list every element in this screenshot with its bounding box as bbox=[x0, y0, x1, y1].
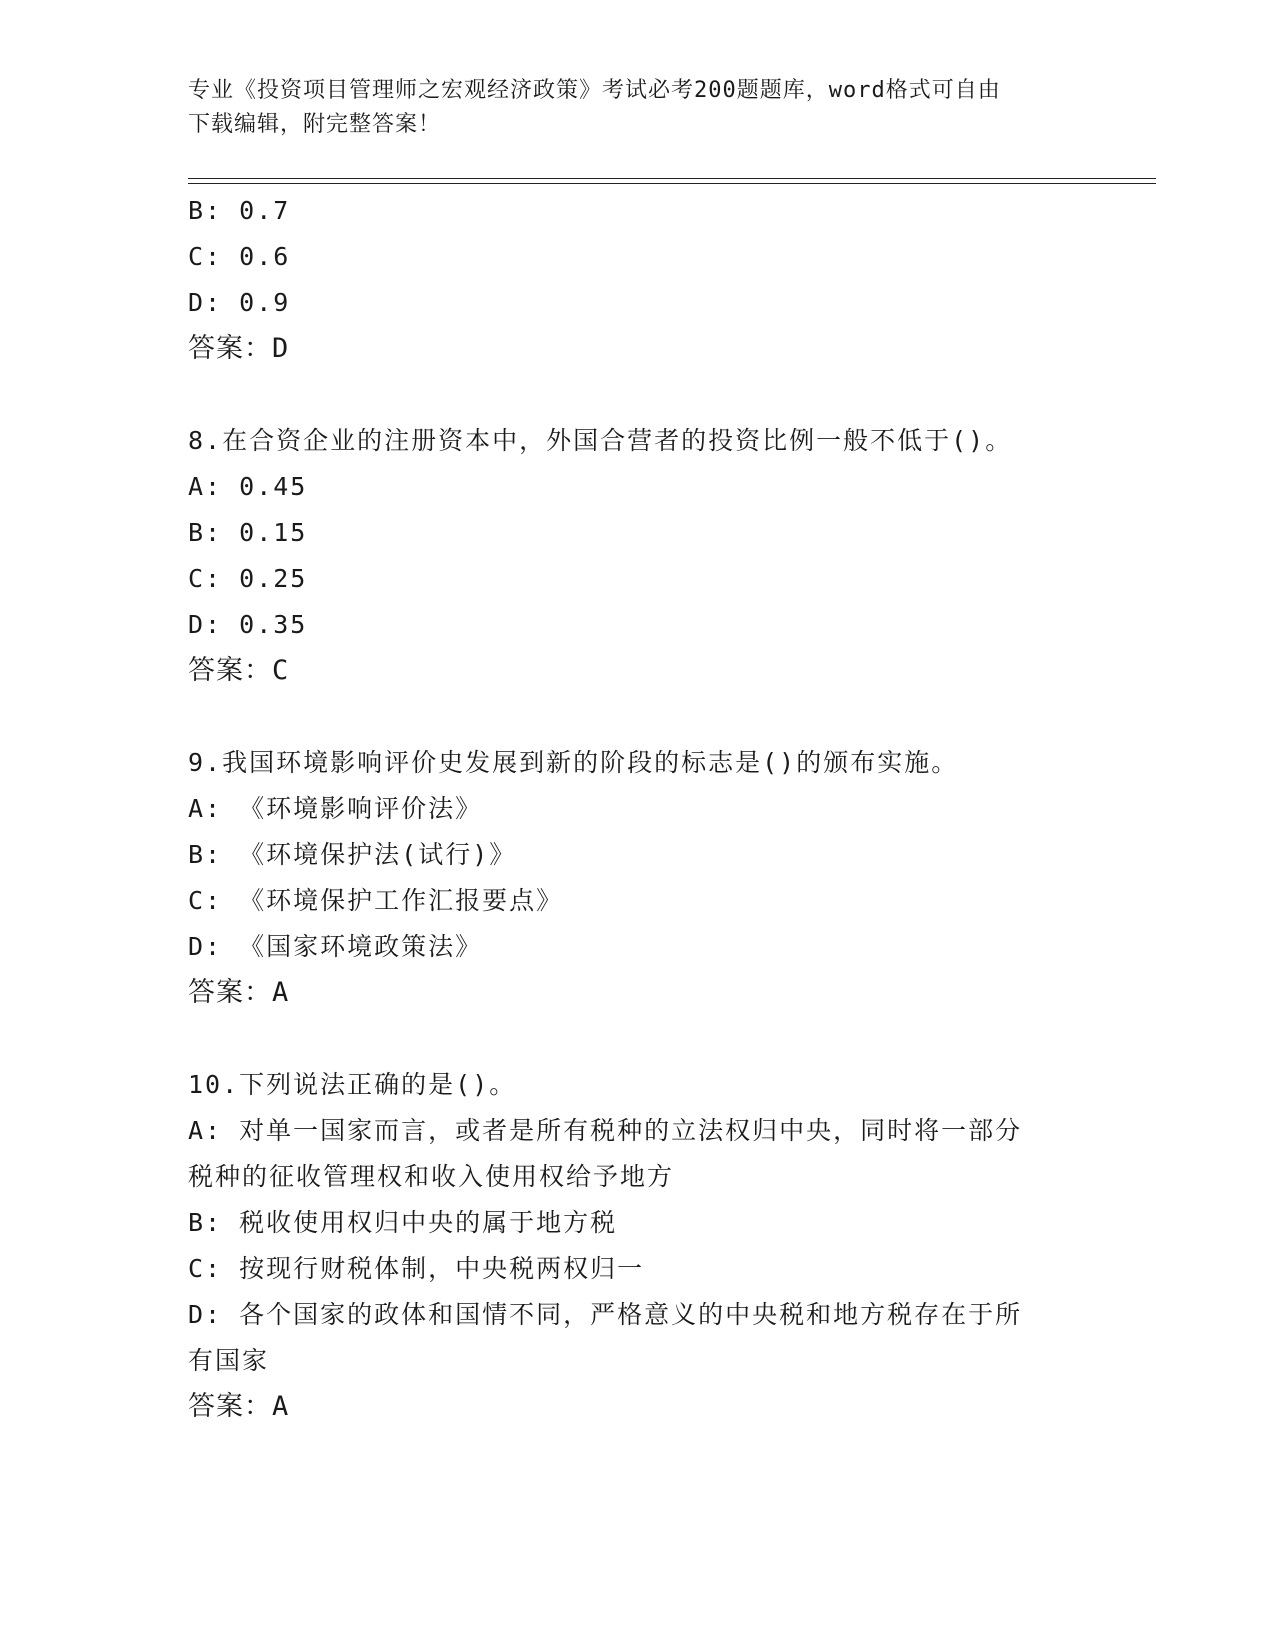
option-b: B: 《环境保护法(试行)》 bbox=[188, 840, 517, 869]
option-c: C: 0.25 bbox=[188, 564, 308, 593]
option-d-line-2: 有国家 bbox=[188, 1346, 270, 1375]
option-c: C: 按现行财税体制，中央税两权归一 bbox=[188, 1254, 645, 1283]
answer: 答案：A bbox=[188, 977, 290, 1008]
option-d: D: 《国家环境政策法》 bbox=[188, 932, 483, 961]
question-text: 8.在合资企业的注册资本中，外国合营者的投资比例一般不低于()。 bbox=[188, 426, 1013, 455]
option-b: B: 税收使用权归中央的属于地方税 bbox=[188, 1208, 618, 1237]
option-a: A: 0.45 bbox=[188, 472, 308, 501]
option-d-line-1: D: 各个国家的政体和国情不同，严格意义的中央税和地方税存在于所 bbox=[188, 1300, 1023, 1329]
header-divider-bottom bbox=[188, 183, 1156, 184]
question-10 bbox=[188, 1062, 1088, 1430]
question-8 bbox=[188, 418, 1088, 694]
option-a-line-1: A: 对单一国家而言，或者是所有税种的立法权归中央，同时将一部分 bbox=[188, 1116, 1023, 1145]
spacer bbox=[188, 1016, 1088, 1062]
question-7-tail bbox=[188, 188, 1088, 372]
answer: 答案：A bbox=[188, 1391, 290, 1422]
question-list bbox=[188, 188, 1088, 1430]
question-9 bbox=[188, 740, 1088, 1016]
answer: 答案：D bbox=[188, 333, 290, 364]
option-b: B: 0.15 bbox=[188, 518, 308, 547]
answer: 答案：C bbox=[188, 655, 290, 686]
option-c: C: 0.6 bbox=[188, 242, 291, 271]
header-divider-top bbox=[188, 178, 1156, 179]
option-a-line-2: 税种的征收管理权和收入使用权给予地方 bbox=[188, 1162, 675, 1191]
question-text: 10.下列说法正确的是()。 bbox=[188, 1070, 517, 1099]
option-d: D: 0.9 bbox=[188, 288, 291, 317]
header-line-2: 下载编辑，附完整答案！ bbox=[188, 112, 442, 137]
spacer bbox=[188, 694, 1088, 740]
option-c: C: 《环境保护工作汇报要点》 bbox=[188, 886, 564, 915]
option-d: D: 0.35 bbox=[188, 610, 308, 639]
header-line-1: 专业《投资项目管理师之宏观经济政策》考试必考200题题库，word格式可自由 bbox=[188, 78, 1001, 103]
question-text: 9.我国环境影响评价史发展到新的阶段的标志是()的颁布实施。 bbox=[188, 748, 959, 777]
option-b: B: 0.7 bbox=[188, 196, 291, 225]
option-a: A: 《环境影响评价法》 bbox=[188, 794, 483, 823]
document-header bbox=[188, 74, 1088, 142]
spacer bbox=[188, 372, 1088, 418]
